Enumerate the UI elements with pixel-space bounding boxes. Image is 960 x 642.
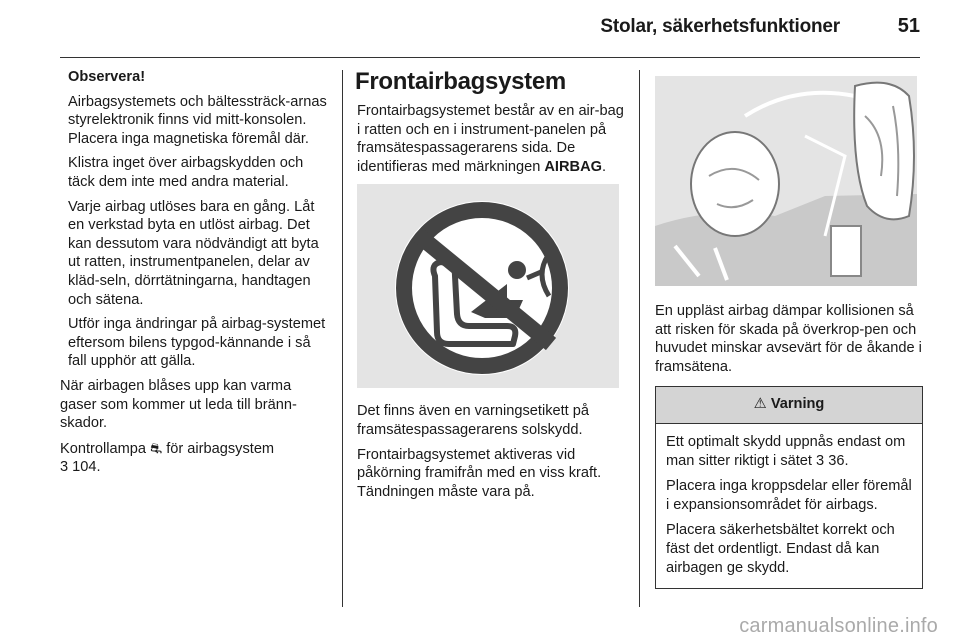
watermark: carmanualsonline.info (739, 615, 938, 637)
note-paragraph-2: Klistra inget över airbagskydden och täck dem inte med andra material. (68, 155, 304, 190)
child-seat-prohibition-figure (357, 184, 619, 388)
airbag-warning-lamp-icon: ⛐ (150, 439, 163, 456)
warning-triangle-icon: ⚠ (753, 396, 767, 413)
note-title: Observera! (68, 69, 146, 85)
note-paragraph-1: Airbagsystemets och bältessträck-arnas styrelektronik finns vid mitt-konsolen. Placera inga magnetiska föremål där. (68, 93, 327, 147)
no-child-seat-sign-icon (357, 184, 619, 388)
page-number: 51 (897, 15, 920, 37)
inflated-airbags-figure (655, 76, 917, 286)
indicator-suffix: för airbagsystem (166, 440, 275, 457)
warning-box (655, 386, 923, 589)
intro-paragraph (357, 102, 625, 176)
column-divider-right (639, 70, 640, 607)
warning-paragraph-1: Ett optimalt skydd uppnås endast om man sitter riktigt i sätet 3 36. (666, 433, 906, 469)
label-paragraph: Det finns även en varningsetikett på framsätespassagerarens solskydd. (357, 403, 590, 438)
indicator-paragraph (60, 439, 330, 477)
section-heading: Frontairbagsystem (355, 68, 566, 95)
note-block (60, 68, 330, 371)
page-title: Stolar, säkerhetsfunktioner (600, 16, 840, 37)
airbag-marking: AIRBAG (544, 158, 602, 175)
warning-header (656, 387, 922, 424)
airbag-caption: En uppläst airbag dämpar kollisionen så att risken för skada på överkrop-pen och huvudet minskar avsevärt för de åkande i framsätena. (655, 303, 922, 375)
header-divider (60, 57, 920, 58)
warning-body (656, 424, 922, 588)
gas-warning-paragraph: När airbagen blåses upp kan varma gaser som kommer ut leda till bränn-skador. (60, 377, 297, 432)
middle-column (357, 68, 625, 507)
intro-end: . (601, 158, 607, 175)
indicator-page-ref: 3 104. (60, 459, 101, 476)
note-paragraph-4: Utför inga ändringar på airbag-systemet eftersom bilens typgod-kännande i så fall upphör att gälla. (68, 316, 326, 370)
right-column (655, 68, 923, 589)
inflated-airbags-illustration (655, 76, 917, 286)
intro-text: Frontairbagsystemet består av en air-bag i ratten och en i instrument-panelen på framsätespassagerarens sida. De identifieras med märkningen (357, 103, 624, 175)
indicator-text: Kontrollampa (60, 440, 146, 457)
warning-title: Varning (770, 396, 825, 413)
warning-paragraph-3: Placera säkerhetsbältet korrekt och fäst det ordentligt. Endast då kan airbagen ge skydd. (666, 522, 895, 576)
note-paragraph-3: Varje airbag utlöses bara en gång. Låt en verkstad byta en utlöst airbag. Det kan dessutom vara nödvändigt att byta ut ratten, instrumentpanelen, delar av kläd-seln, dörrtätningarna, handtagen och sätena. (68, 198, 319, 308)
left-column (60, 68, 330, 483)
warning-paragraph-2: Placera inga kroppsdelar eller föremål i expansionsområdet för airbags. (666, 478, 912, 513)
column-divider-left (342, 70, 343, 607)
activation-paragraph: Frontairbagsystemet aktiveras vid påkörning framifrån med en viss kraft. Tändningen måste vara på. (357, 446, 602, 500)
